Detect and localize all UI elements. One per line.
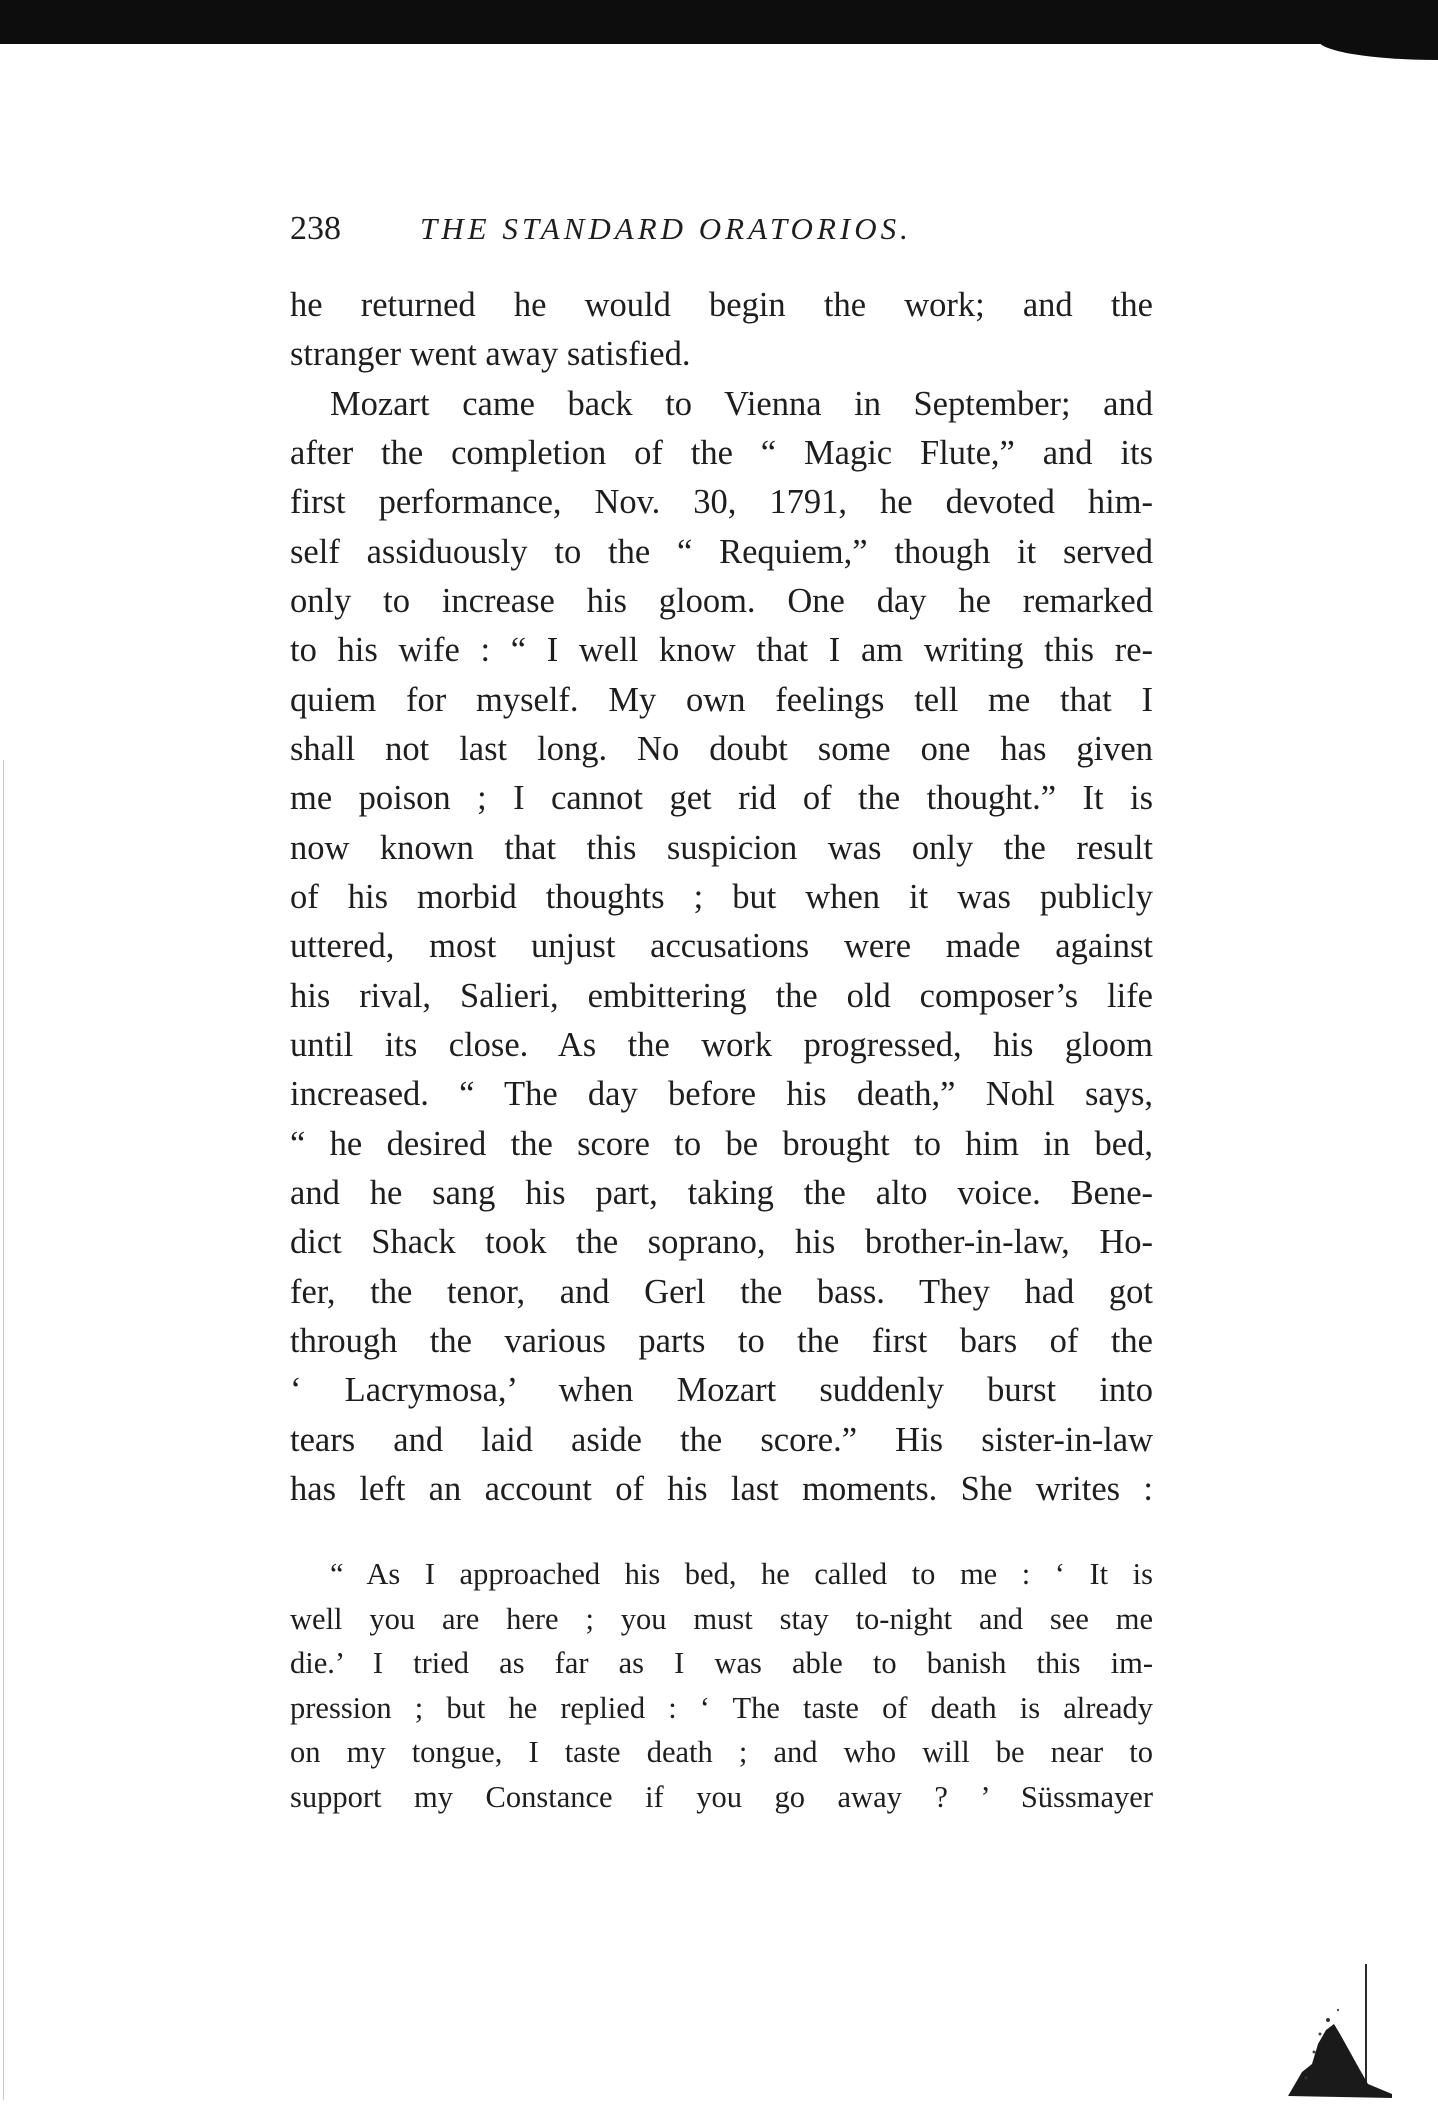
text-line: increased. “ The day before his death,” Nohl says, [290, 1075, 1153, 1114]
text-line: his rival, Salieri, embittering the old composer’s life [290, 976, 1153, 1015]
text-line: he returned he would begin the work; and the [290, 286, 1153, 324]
text-line: uttered, most unjust accusations were made against [290, 927, 1153, 966]
running-title: THE STANDARD ORATORIOS. [420, 211, 912, 246]
text-line: quiem for myself. My own feelings tell me that I [290, 680, 1153, 719]
body-text [290, 281, 1153, 1514]
text-line: ‘ Lacrymosa,’ when Mozart suddenly burst into [290, 1371, 1153, 1410]
page-header [290, 204, 1150, 254]
text-line: to his wife : “ I well know that I am writing this re- [290, 631, 1153, 670]
quote-line: support my Constance if you go away ? ’ Süssmayer [290, 1779, 1153, 1814]
quote-line: on my tongue, I taste death ; and who will be near to [290, 1735, 1153, 1770]
text-line: has left an account of his last moments. She writes : [290, 1469, 1153, 1508]
text-line: me poison ; I cannot get rid of the thought.” It is [290, 779, 1153, 818]
page-number: 238 [290, 210, 341, 247]
text-line: now known that this suspicion was only the result [290, 828, 1153, 867]
quote-line: well you are here ; you must stay to-night and see me [290, 1601, 1153, 1636]
quote-line: “ As I approached his bed, he called to me : ‘ It is [330, 1557, 1153, 1591]
text-line: “ he desired the score to be brought to him in bed, [290, 1124, 1153, 1163]
text-line: fer, the tenor, and Gerl the bass. They had got [290, 1272, 1153, 1311]
text-line: through the various parts to the first bars of the [290, 1321, 1153, 1360]
text-line: stranger went away satisfied. [290, 335, 691, 374]
text-line: Mozart came back to Vienna in September; and [330, 384, 1153, 423]
text-line: of his morbid thoughts ; but when it was publicly [290, 877, 1153, 916]
text-line: tears and laid aside the score.” His sister-in-law [290, 1420, 1153, 1459]
quote-line: die.’ I tried as far as I was able to banish this im- [290, 1646, 1153, 1681]
ink-smudge-mark [1268, 1960, 1408, 2100]
text-line: first performance, Nov. 30, 1791, he devoted him- [290, 483, 1153, 522]
text-line: dict Shack took the soprano, his brother-in-law, Ho- [290, 1223, 1153, 1262]
text-line: and he sang his part, taking the alto voice. Bene- [290, 1173, 1153, 1212]
quote-line: pression ; but he replied : ‘ The taste of death is already [290, 1690, 1153, 1725]
block-quote [290, 1552, 1153, 1820]
text-line: self assiduously to the “ Requiem,” though it served [290, 532, 1153, 571]
page-top-edge [0, 0, 1438, 44]
text-line: after the completion of the “ Magic Flute,” and its [290, 433, 1153, 472]
text-line: until its close. As the work progressed, his gloom [290, 1025, 1153, 1064]
page-left-edge-line [3, 760, 4, 2100]
page-top-edge-shadow [1318, 40, 1438, 60]
text-line: shall not last long. No doubt some one has given [290, 729, 1153, 768]
text-line: only to increase his gloom. One day he remarked [290, 581, 1153, 620]
